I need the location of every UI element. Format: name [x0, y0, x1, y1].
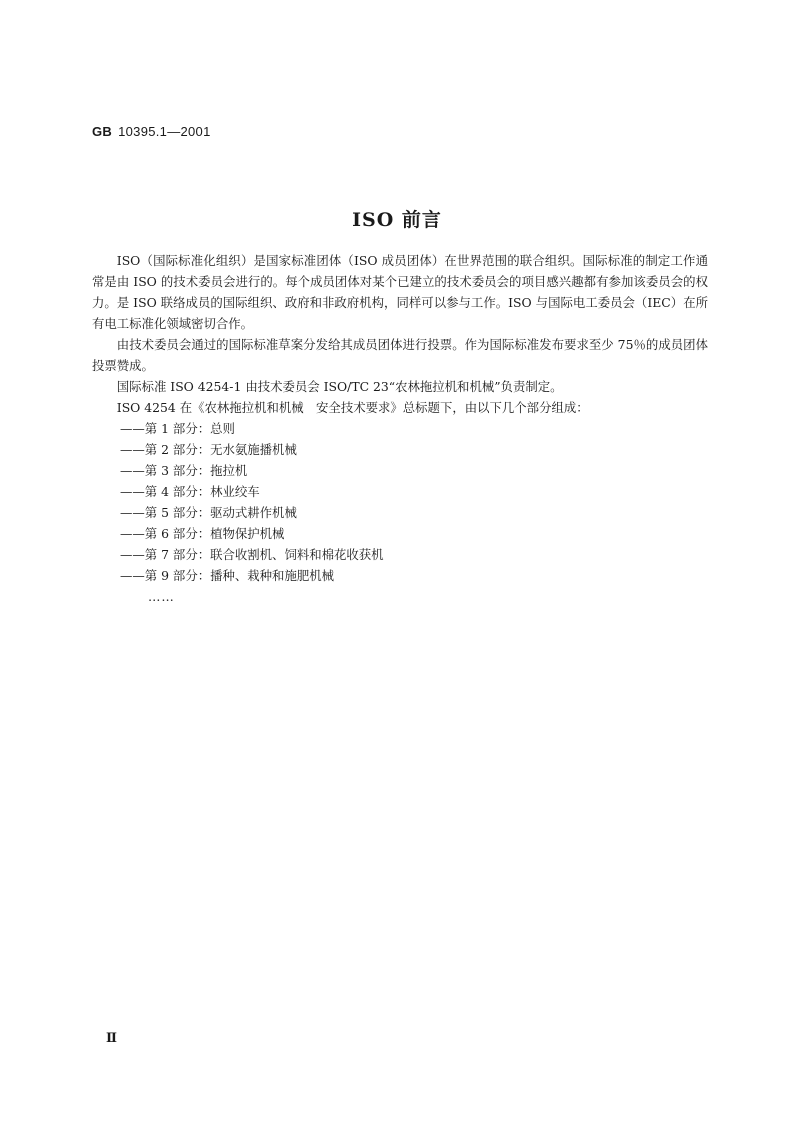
page-number: Ⅱ — [106, 1030, 117, 1045]
part-item: ——第 7 部分：联合收割机、饲料和棉花收获机 — [120, 547, 384, 562]
standard-code: 10395.1—2001 — [118, 124, 211, 139]
part-item: ——第 6 部分：植物保护机械 — [120, 526, 285, 541]
standard-prefix: GB — [92, 124, 113, 139]
part-item: ——第 2 部分：无水氨施播机械 — [120, 442, 297, 457]
section-title: ISO 前言 — [352, 209, 442, 231]
foreword-body — [92, 250, 708, 607]
document-header — [92, 124, 211, 139]
part-item: ——第 9 部分：播种、栽种和施肥机械 — [120, 568, 335, 583]
part-item: ——第 4 部分：林业绞车 — [120, 484, 260, 499]
list-ellipsis: …… — [148, 589, 175, 604]
paragraph-parts-intro: ISO 4254 在《农林拖拉机和机械 安全技术要求》总标题下，由以下几个部分组成： — [116, 400, 589, 415]
part-item: ——第 5 部分：驱动式耕作机械 — [120, 505, 297, 520]
part-item: ——第 1 部分：总则 — [120, 421, 235, 436]
paragraph-voting: 由技术委员会通过的国际标准草案分发给其成员团体进行投票。作为国际标准发布要求至少 75％的成员团体投票赞成。 — [92, 337, 708, 373]
paragraph-committee: 国际标准 ISO 4254-1 由技术委员会 ISO/TC 23“农林拖拉机和机械”负责制定。 — [116, 379, 563, 394]
part-item: ——第 3 部分：拖拉机 — [120, 463, 248, 478]
paragraph-intro: ISO（国际标准化组织）是国家标准团体（ISO 成员团体）在世界范围的联合组织。国际标准的制定工作通常是由 ISO 的技术委员会进行的。每个成员团体对某个已建立的技术委员会的项目感兴趣都有参加该委员会的权力。是 ISO 联络成员的国际组织、政府和非政府机构，同样可以参与工作。ISO 与国际电工委员会（IEC）在所有电工标准化领域密切合作。 — [92, 253, 708, 331]
